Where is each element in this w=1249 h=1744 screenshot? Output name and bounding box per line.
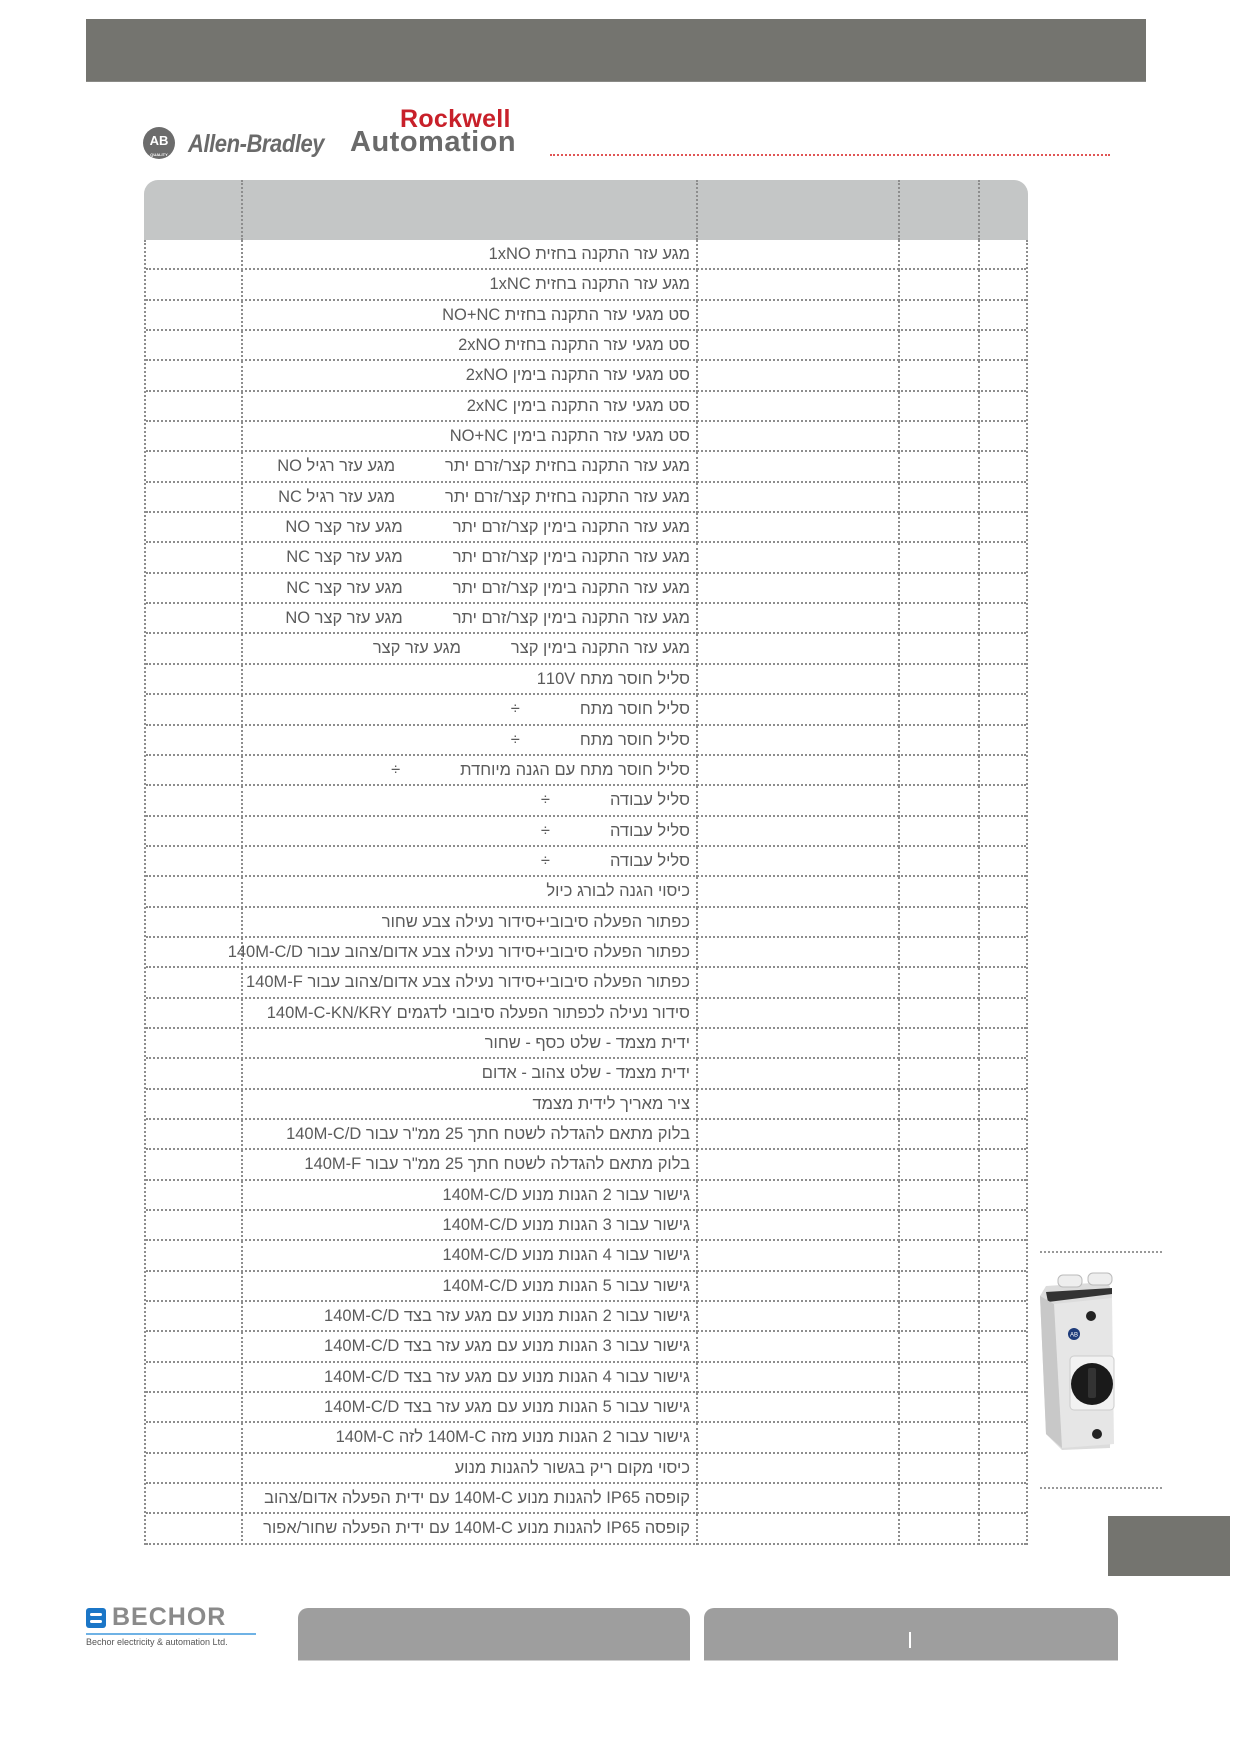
table-row — [146, 908, 1026, 938]
description-text: גישור עבור 5 הגנות מנוע 140M-C/D — [442, 1276, 690, 1295]
column-divider — [978, 513, 980, 543]
column-divider — [241, 1332, 243, 1362]
column-divider — [898, 847, 900, 877]
column-divider — [898, 1454, 900, 1484]
column-divider — [898, 513, 900, 543]
row-description — [244, 1454, 698, 1482]
description-text: ידית מצמד - שלט כסף - שחור — [484, 1033, 690, 1052]
description-text: קופסה IP65 להגנות מנוע 140M-C עם ידית הפעלה שחור/אפור — [263, 1519, 690, 1538]
column-divider — [978, 634, 980, 664]
description-text: גישור עבור 4 הגנות מנוע עם מגע עזר בצד 140M-C/D — [324, 1367, 690, 1386]
column-divider — [696, 180, 698, 240]
description-text: גישור עבור 2 הגנות מנוע מזה 140M-C לזה 140M-C — [335, 1428, 690, 1447]
column-divider — [978, 1484, 980, 1514]
ab-badge-text: AB — [149, 133, 169, 148]
table-row — [146, 452, 1026, 482]
description-subtype: מגע עזר קצר NC — [286, 548, 403, 567]
row-description — [244, 756, 698, 784]
table-row — [146, 1241, 1026, 1271]
column-divider — [898, 574, 900, 604]
table-header — [144, 180, 1028, 240]
description-text: גישור עבור 2 הגנות מנוע עם מגע עזר בצד 140M-C/D — [324, 1307, 690, 1326]
description-text: מגע עזר התקנה בימין קצר/זרם יתר — [452, 609, 690, 628]
column-divider — [978, 483, 980, 513]
row-description — [244, 1211, 698, 1239]
row-description — [244, 392, 698, 420]
row-description — [244, 1241, 698, 1269]
description-text: סט מגעי עזר התקנה בחזית NO+NC — [442, 305, 690, 324]
column-divider — [241, 665, 243, 695]
column-divider — [978, 1393, 980, 1423]
row-description — [244, 877, 698, 905]
column-divider — [241, 543, 243, 573]
column-divider — [898, 695, 900, 725]
table-row — [146, 604, 1026, 634]
row-description — [244, 634, 698, 662]
table-row — [146, 1059, 1026, 1089]
column-divider — [898, 1302, 900, 1332]
column-divider — [898, 1120, 900, 1150]
rockwell-word: Rockwell — [400, 105, 511, 133]
column-divider — [241, 1120, 243, 1150]
table-row — [146, 756, 1026, 786]
row-description — [244, 361, 698, 389]
description-text: ציר מאריך לידית מצמד — [532, 1094, 690, 1113]
column-divider — [898, 817, 900, 847]
column-divider — [241, 301, 243, 331]
column-divider — [898, 543, 900, 573]
column-divider — [241, 726, 243, 756]
table-row — [146, 543, 1026, 573]
column-divider — [978, 574, 980, 604]
description-subtype: מגע עזר קצר — [372, 639, 461, 658]
column-divider — [898, 392, 900, 422]
table-row — [146, 1484, 1026, 1514]
column-divider — [241, 180, 243, 240]
column-divider — [241, 452, 243, 482]
column-divider — [978, 877, 980, 907]
column-divider — [241, 513, 243, 543]
table-row — [146, 513, 1026, 543]
column-divider — [978, 1423, 980, 1453]
table-row — [146, 695, 1026, 725]
side-dotted-rule — [1040, 1251, 1162, 1253]
bechor-word: BECHOR — [112, 1603, 227, 1631]
bechor-tagline: Bechor electricity & automation Ltd. — [86, 1637, 228, 1647]
column-divider — [898, 452, 900, 482]
description-subtype: מגע עזר קצר NO — [285, 609, 403, 628]
column-divider — [978, 756, 980, 786]
footer-bar-left — [298, 1608, 690, 1661]
description-text: גישור עבור 3 הגנות מנוע 140M-C/D — [442, 1216, 690, 1234]
column-divider — [898, 1090, 900, 1120]
column-divider — [241, 1241, 243, 1271]
column-divider — [978, 1272, 980, 1302]
row-description — [244, 1484, 698, 1512]
table-row — [146, 847, 1026, 877]
column-divider — [898, 270, 900, 300]
column-divider — [898, 726, 900, 756]
column-divider — [898, 483, 900, 513]
column-divider — [978, 301, 980, 331]
row-description — [244, 665, 698, 693]
column-divider — [898, 331, 900, 361]
row-description — [244, 817, 698, 845]
top-header-bar — [86, 19, 1146, 82]
column-divider — [978, 1332, 980, 1362]
automation-word: Automation — [350, 126, 517, 158]
description-text: סט מגעי עזר התקנה בימין 2xNO — [465, 366, 690, 385]
column-divider — [978, 1514, 980, 1544]
column-divider — [978, 1241, 980, 1271]
bechor-underline — [86, 1633, 256, 1635]
table-row — [146, 331, 1026, 361]
column-divider — [241, 1029, 243, 1059]
description-text: כיסוי מקום ריק בגשור להגנות מנוע — [454, 1458, 690, 1477]
table-row — [146, 938, 1026, 968]
divide-symbol: ÷ — [540, 821, 550, 840]
table-row — [146, 1514, 1026, 1544]
column-divider — [978, 1181, 980, 1211]
column-divider — [978, 1211, 980, 1241]
table-row — [146, 392, 1026, 422]
column-divider — [241, 331, 243, 361]
row-description — [244, 1150, 698, 1178]
description-text: סט מגעי עזר התקנה בימין 2xNC — [466, 396, 690, 415]
column-divider — [241, 1484, 243, 1514]
column-divider — [241, 1393, 243, 1423]
column-divider — [898, 756, 900, 786]
row-description — [244, 543, 698, 571]
table-row — [146, 240, 1026, 270]
column-divider — [898, 1332, 900, 1362]
row-description — [244, 1029, 698, 1057]
bechor-b-icon — [86, 1608, 106, 1628]
column-divider — [898, 968, 900, 998]
divide-symbol: ÷ — [540, 791, 550, 810]
side-dotted-rule — [1040, 1487, 1162, 1489]
description-text: סט מגעי עזר התקנה בימין NO+NC — [449, 427, 690, 446]
column-divider — [978, 999, 980, 1029]
description-text: גישור עבור 5 הגנות מנוע עם מגע עזר בצד 140M-C/D — [324, 1398, 690, 1417]
column-divider — [241, 1181, 243, 1211]
column-divider — [898, 786, 900, 816]
description-text: גישור עבור 4 הגנות מנוע 140M-C/D — [442, 1246, 690, 1265]
column-divider — [898, 1423, 900, 1453]
table-row — [146, 1211, 1026, 1241]
row-description — [244, 786, 698, 814]
column-divider — [898, 877, 900, 907]
column-divider — [978, 1150, 980, 1180]
column-divider — [978, 392, 980, 422]
table-row — [146, 1150, 1026, 1180]
column-divider — [978, 452, 980, 482]
description-text: מגע עזר התקנה בחזית קצר/זרם יתר — [445, 457, 690, 476]
ab-badge-sub: QUALITY — [150, 152, 168, 157]
row-description — [244, 604, 698, 632]
footer-bar-right — [704, 1608, 1118, 1661]
column-divider — [978, 1029, 980, 1059]
description-text: כיסוי הגנה לבורג כיול — [546, 882, 690, 901]
column-divider — [898, 1241, 900, 1271]
description-text: סליל חוסר מתח — [579, 730, 690, 749]
table-row — [146, 1090, 1026, 1120]
row-description — [244, 331, 698, 359]
column-divider — [241, 422, 243, 452]
description-subtype: מגע עזר רגיל NO — [277, 457, 396, 476]
column-divider — [241, 695, 243, 725]
column-divider — [241, 483, 243, 513]
table-row — [146, 1302, 1026, 1332]
description-text: מגע עזר התקנה בחזית 1xNO — [488, 245, 690, 263]
column-divider — [241, 847, 243, 877]
column-divider — [898, 240, 900, 270]
allen-bradley-name: Allen-Bradley — [188, 130, 325, 158]
table-row — [146, 1272, 1026, 1302]
divide-symbol: ÷ — [510, 730, 520, 749]
column-divider — [898, 1059, 900, 1089]
row-description — [244, 1423, 698, 1451]
description-text: כפתור הפעלה סיבובי+סידור נעילה צבע אדום/צהוב עבור 140M-F — [246, 973, 690, 992]
column-divider — [978, 938, 980, 968]
row-description — [244, 1090, 698, 1118]
column-divider — [241, 1150, 243, 1180]
column-divider — [241, 1423, 243, 1453]
table-row — [146, 1393, 1026, 1423]
column-divider — [978, 817, 980, 847]
column-divider — [241, 361, 243, 391]
divide-symbol: ÷ — [391, 760, 401, 779]
row-description — [244, 726, 698, 754]
row-description — [244, 695, 698, 723]
column-divider — [978, 1059, 980, 1089]
description-text: סליל עבודה — [609, 791, 690, 810]
column-divider — [241, 1454, 243, 1484]
description-text: גישור עבור 3 הגנות מנוע עם מגע עזר בצד 140M-C/D — [324, 1337, 690, 1356]
row-description — [244, 847, 698, 875]
table-row — [146, 1423, 1026, 1453]
product-enclosure-image — [1036, 1272, 1152, 1452]
row-description — [244, 1302, 698, 1330]
column-divider — [898, 604, 900, 634]
row-description — [244, 240, 698, 268]
column-divider — [241, 908, 243, 938]
column-divider — [978, 331, 980, 361]
table-row — [146, 361, 1026, 391]
description-text: ידית מצמד - שלט צהוב - אדום — [481, 1064, 690, 1083]
row-description — [244, 1514, 698, 1542]
row-description — [244, 301, 698, 329]
row-description — [244, 574, 698, 602]
footer-separator — [909, 1632, 911, 1648]
row-description — [244, 1059, 698, 1087]
column-divider — [241, 877, 243, 907]
table-row — [146, 574, 1026, 604]
row-description — [244, 1272, 698, 1300]
column-divider — [978, 786, 980, 816]
column-divider — [898, 180, 900, 240]
column-divider — [978, 908, 980, 938]
column-divider — [241, 574, 243, 604]
column-divider — [241, 240, 243, 270]
column-divider — [898, 361, 900, 391]
table-row — [146, 726, 1026, 756]
column-divider — [241, 1514, 243, 1544]
column-divider — [241, 1363, 243, 1393]
column-divider — [898, 938, 900, 968]
description-text: בלוק מתאם להגדלה לשטח חתך 25 ממ"ר עבור 140M-C/D — [286, 1124, 690, 1143]
row-description — [244, 422, 698, 450]
column-divider — [978, 1090, 980, 1120]
table-row — [146, 1029, 1026, 1059]
column-divider — [241, 756, 243, 786]
column-divider — [241, 392, 243, 422]
column-divider — [241, 634, 243, 664]
description-text: סליל עבודה — [609, 851, 690, 870]
column-divider — [241, 968, 243, 998]
column-divider — [978, 604, 980, 634]
description-subtype: מגע עזר קצר NO — [285, 518, 403, 537]
table-row — [146, 301, 1026, 331]
description-text: סליל חוסר מתח 110V — [536, 669, 690, 688]
table-row — [146, 968, 1026, 998]
column-divider — [241, 270, 243, 300]
column-divider — [898, 999, 900, 1029]
header-dotted-rule — [550, 154, 1110, 156]
column-divider — [898, 1484, 900, 1514]
description-text: מגע עזר התקנה בחזית קצר/זרם יתר — [445, 487, 690, 506]
column-divider — [978, 1120, 980, 1150]
column-divider — [898, 1181, 900, 1211]
table-row — [146, 877, 1026, 907]
column-divider — [978, 847, 980, 877]
table-row — [146, 422, 1026, 452]
column-divider — [978, 422, 980, 452]
column-divider — [978, 180, 980, 240]
column-divider — [241, 1302, 243, 1332]
table-row — [146, 665, 1026, 695]
table-row — [146, 270, 1026, 300]
row-description — [244, 483, 698, 511]
product-table — [144, 180, 1028, 1545]
table-row — [146, 817, 1026, 847]
table-row — [146, 1181, 1026, 1211]
divide-symbol: ÷ — [510, 700, 520, 719]
column-divider — [978, 361, 980, 391]
column-divider — [978, 1302, 980, 1332]
description-text: מגע עזר התקנה בימין קצר/זרם יתר — [452, 518, 690, 537]
row-description — [244, 968, 698, 996]
description-text: סליל חוסר מתח — [579, 700, 690, 719]
column-divider — [898, 1393, 900, 1423]
table-row — [146, 1363, 1026, 1393]
column-divider — [241, 604, 243, 634]
table-body — [144, 240, 1028, 1545]
row-description — [244, 908, 698, 936]
description-text: כפתור הפעלה סיבובי+סידור נעילה צבע שחור — [381, 912, 690, 931]
description-text: סט מגעי עזר התקנה בחזית 2xNO — [458, 336, 690, 355]
column-divider — [898, 908, 900, 938]
description-subtype: מגע עזר קצר NC — [286, 578, 403, 597]
table-row — [146, 999, 1026, 1029]
column-divider — [898, 665, 900, 695]
svg-text:AB: AB — [1069, 1332, 1079, 1339]
column-divider — [241, 1272, 243, 1302]
table-row — [146, 634, 1026, 664]
column-divider — [898, 422, 900, 452]
ab-badge-icon — [143, 127, 175, 159]
row-description — [227, 938, 698, 966]
column-divider — [978, 665, 980, 695]
column-divider — [898, 1363, 900, 1393]
column-divider — [898, 301, 900, 331]
description-text: מגע עזר התקנה בימין קצר — [510, 639, 690, 658]
side-gray-tab — [1108, 1516, 1230, 1576]
column-divider — [898, 1150, 900, 1180]
column-divider — [978, 270, 980, 300]
table-row — [146, 1454, 1026, 1484]
column-divider — [978, 968, 980, 998]
description-text: סליל חוסר מתח עם הגנה מיוחדת — [460, 760, 690, 779]
row-description — [244, 1181, 698, 1209]
description-text: גישור עבור 2 הגנות מנוע 140M-C/D — [442, 1185, 690, 1204]
description-text: סידור נעילה לכפתור הפעלה סיבובי לדגמים 140M-C-KN/KRY — [266, 1003, 690, 1022]
divide-symbol: ÷ — [540, 851, 550, 870]
column-divider — [898, 1272, 900, 1302]
row-description — [244, 1120, 698, 1148]
column-divider — [241, 1090, 243, 1120]
column-divider — [898, 1514, 900, 1544]
description-text: כפתור הפעלה סיבובי+סידור נעילה צבע אדום/צהוב עבור 140M-C/D — [227, 942, 690, 961]
description-text: מגע עזר התקנה בימין קצר/זרם יתר — [452, 548, 690, 567]
column-divider — [898, 1029, 900, 1059]
column-divider — [978, 1454, 980, 1484]
table-row — [146, 1332, 1026, 1362]
column-divider — [241, 786, 243, 816]
column-divider — [241, 1059, 243, 1089]
column-divider — [978, 240, 980, 270]
column-divider — [978, 695, 980, 725]
row-description — [244, 513, 698, 541]
description-text: מגע עזר התקנה בחזית 1xNC — [489, 275, 690, 294]
column-divider — [978, 543, 980, 573]
column-divider — [241, 817, 243, 847]
table-row — [146, 483, 1026, 513]
column-divider — [978, 1363, 980, 1393]
row-description — [244, 1363, 698, 1391]
description-subtype: מגע עזר רגיל NC — [278, 487, 396, 506]
column-divider — [898, 634, 900, 664]
description-text: סליל עבודה — [609, 821, 690, 840]
column-divider — [978, 726, 980, 756]
row-description — [244, 1332, 698, 1360]
row-description — [244, 270, 698, 298]
column-divider — [898, 1211, 900, 1241]
column-divider — [241, 999, 243, 1029]
row-description — [244, 452, 698, 480]
table-row — [146, 1120, 1026, 1150]
description-text: בלוק מתאם להגדלה לשטח חתך 25 ממ"ר עבור 140M-F — [304, 1155, 690, 1174]
row-description — [244, 999, 698, 1027]
table-row — [146, 786, 1026, 816]
column-divider — [241, 1211, 243, 1241]
row-description — [244, 1393, 698, 1421]
description-text: מגע עזר התקנה בימין קצר/זרם יתר — [452, 578, 690, 597]
description-text: קופסה IP65 להגנות מנוע 140M-C עם ידית הפעלה אדום/צהוב — [264, 1489, 690, 1508]
